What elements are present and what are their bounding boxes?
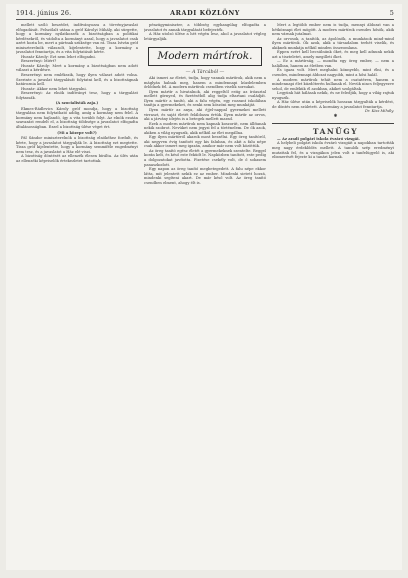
paragraph: A Ház utolsó ülése a hét végén lesz, ahol a javaslatot végleg letárgyalják.: [144, 32, 266, 41]
newspaper-page: [6, 4, 402, 570]
header-rule: [16, 19, 394, 20]
paragraph: Ilyen mártír az anya, aki éjjel-nappal gyermekei mellett virraszt, és saját életét feláldozza értük. Ilyen mártír az orvos, aki a járvány idején is a betegek mellett marad.: [144, 108, 266, 122]
paragraph: A helybeli polgári iskola évzáró vizsgáit a napokban tartották meg nagy érdeklődés mellett. A tanulók szép eredményt mutattak fel, és a vizsgákon jelen volt a tanfelügyelő is, aki elismerését fejezte ki a tanári karnak.: [272, 141, 394, 160]
column-3: [272, 23, 394, 563]
article-byline: — A Tárcából —: [185, 70, 225, 76]
paragraph: Pál Sándor miniszterelnök a bizottság elnökéhez fordult, és kérte, hogy a javaslatot tárgyalják le. A bizottság ezt megtette. Tisza gróf kijelentette, hogy a kormány semmiféle engedményt nem tesz, és a javaslatot a Ház elé viszi.: [16, 136, 138, 154]
paragraph: Ekmes-Rádlevics Károly gróf mondja, hogy a bizottság tárgyalása nem folytatható addig, amíg a kormány nem felel. A kormány nem hajlandó, így a vita tovább folyt. Az elnök ezután szavazást rendelt el, a bizottság többsége a javaslatot elfogadta általánosságban. Ezzel a bizottság ülése véget ért.: [16, 106, 138, 130]
paragraph: mellett szóló beszédet, indítványozza a törvényjavaslat elfogadását. Felszólalt utána a gróf Károlyi Mihály, aki sürgette, hogy a kormány nyilatkozzék a bizottságban a politikai kérdésekről, és vádolta a kormányt azzal, hogy a javaslatot csak azért hozta be, mert a pártnak szüksége van rá. Tisza István gróf miniszterelnök válaszolt, kijelentette, hogy a kormány a javaslatot fenntartja, és a vita folytatását kérte.: [16, 23, 138, 55]
paragraph: Az orvosok, a tanítók, az ápolónők, a munkások mind-mind ilyen mártírok. Ők azok, akik a társadalom terhét viselik, és akiknek munkája nélkül minden összeomlana.: [272, 36, 394, 50]
paragraph: Beszerényi: Miért?: [21, 59, 57, 64]
asterism-separator: ✱: [333, 113, 338, 119]
paragraph: A modern mártírok tehát nem a csatatéren, hanem a mindennapi élet küzdőterén hullanak el. Nevük nincs feljegyezve sehol, de emlékük él azokban, akiket szolgáltak.: [272, 77, 394, 91]
column-1: [16, 23, 138, 563]
paragraph: A Ház ülése után a képviselők hosszan tárgyalták a kérdést, de döntés nem született. A kormány a javaslatot fenntartja.: [272, 100, 394, 109]
paragraph: Mert a legtöbb ember nem is tudja, mennyi áldozat van a hétköznapi élet mögött. A modern mártírok csendes hősök, akik nem várnak jutalmat.: [272, 23, 394, 37]
section-divider: [272, 123, 394, 124]
paragraph: Beszerényi nem emlékszik, hogy ilyen választ adott volna. Szerinte a javaslat tárgyalását folytatni kell, és a bizottságnak határoznia kell.: [16, 73, 138, 87]
subheading: (Mi a közepe volt?): [57, 130, 97, 135]
subheading: (A szocialisták zaja.): [55, 101, 99, 106]
page-header: [16, 8, 394, 19]
article-title: Modern mártírok.: [148, 47, 262, 66]
newspaper-title: ARADI KÖZLÖNY: [170, 9, 240, 17]
paragraph: Ezek a modern mártírok nem kapnak koszorút, nem állítanak nekik szobrot. Nevüket nem jegyzi fel a történelem. De ők azok, akiken a világ nyugszik, akik nélkül az élet megállna.: [144, 121, 266, 135]
issue-date: 1914. június 26.: [16, 9, 72, 17]
paragraph: A bizottság döntését az ellenzék élesen bírálta. Az ülés után az ellenzéki képviselők értekezletet tartottak.: [16, 154, 138, 163]
paragraph: Huszár: Akkor nem lehet tárgyalni.: [21, 86, 87, 91]
paragraph: Éppen ezért kell becsülnünk őket, és meg kell adnunk nekik azt a tiszteletet, amely megilleti őket.: [272, 50, 394, 59]
paragraph: Legyünk hát hálásak nekik, és ne feledjük, hogy a világ rajtuk nyugszik.: [272, 91, 394, 100]
paragraph: Ilyen mártír a hivatalnok, aki reggeltől estig az íróasztal mellett görnyed, és fizetéséből alig tudja eltartani családját. Ilyen mártír a tanító, aki a falu végén, egy rozzant iskolában tanítja a gyermekeket, és senki sem köszöni meg munkáját.: [144, 89, 266, 108]
paragraph: Huszár Károly: Ezt nem lehet elfogadni.: [21, 54, 96, 59]
section-title: TANÜGY: [312, 126, 359, 136]
paragraph: — Ez a mártírság, — mondta egy öreg ember, — nem a halálban, hanem az életben van.: [272, 59, 394, 68]
paragraph: És igaza volt. Mert meghalni könnyebb, mint élni, és a csendes, mindennapi áldozat nagyobb, mint a hősi halál.: [272, 68, 394, 78]
paragraph: Beszerényi: Az elnök indítványt tesz, hogy a tárgyalást folytassák.: [16, 91, 138, 100]
paragraph: Huszár Károly: Mert a kormány a bizottságban nem adott választ a kérdésre.: [16, 63, 138, 73]
paragraph: Egy ilyen mártírról akarok most beszélni. Egy öreg tanítóról, aki negyven évig tanított egy kis faluban, és akit a falu népe csak akkor ismert meg igazán, amikor már nem volt közöttük.: [144, 135, 266, 149]
paragraph: Az öreg tanító egész életét a gyermekeknek szentelte. Reggel korán kelt, és késő este feküdt le. Napközben tanított, este pedig a dolgozatokat javította. Fizetése csekély volt, de ő sohasem panaszkodott.: [144, 148, 266, 167]
column-2: [144, 23, 266, 563]
paragraph: pénzügyminiszter, a többség egyhangúlag elfogadta a javaslatot és annak tárgyalását befejezték.: [144, 23, 266, 32]
paragraph: Egy napon az öreg tanító megbetegedett. A falu népe ekkor látta, mit jelentett nekik ez az ember. Mindenki sietett hozzá, mindenki segíteni akart. De már késő volt. Az öreg tanító csendben elment, ahogy élt is.: [144, 167, 266, 185]
author-signature: Dr. Kiss Mihály.: [364, 109, 394, 114]
page-number: 5: [389, 9, 394, 17]
section-subheading: — Az aradi polgári iskola évzáró vizsgái.: [277, 136, 360, 141]
paragraph: Aki ismeri az életet, tudja, hogy vannak mártírok, akik nem a máglyán halnak meg, hanem a mindennapi küzdelemben őrlődnek fel. A modern mártírok csendben viselik sorsukat.: [144, 76, 266, 90]
